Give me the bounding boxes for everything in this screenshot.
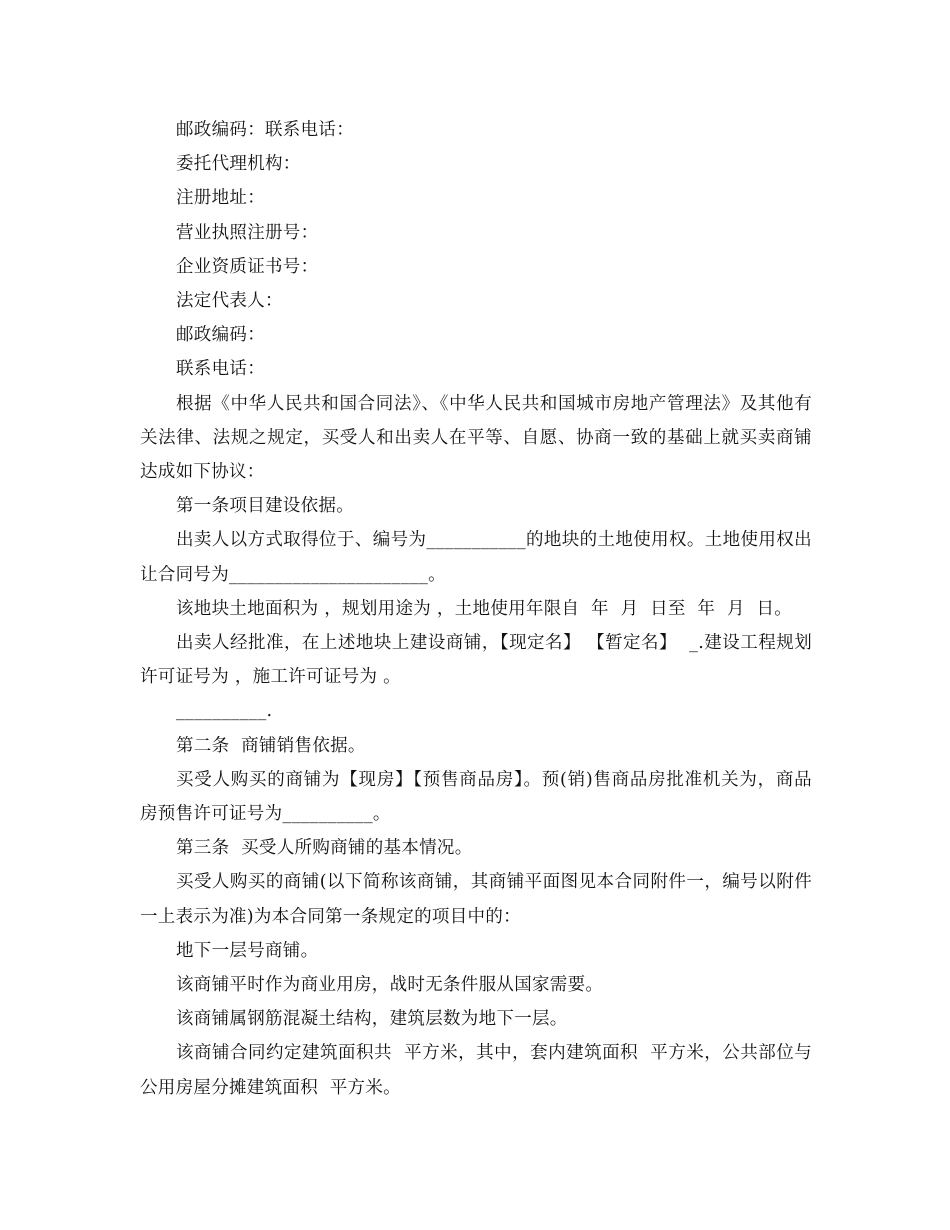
legal-rep-line: 法定代表人：	[176, 291, 283, 312]
article-3-heading: 第三条 买受人所购商铺的基本情况。	[176, 838, 473, 859]
business-license-line: 营业执照注册号：	[176, 222, 319, 243]
document-body	[140, 113, 812, 1105]
blank-line: __________.	[176, 701, 273, 722]
phone-line: 联系电话：	[176, 359, 265, 380]
article-1-heading: 第一条项目建设依据。	[176, 496, 354, 517]
article-2-heading: 第二条 商铺销售依据。	[176, 735, 366, 756]
registered-address-line: 注册地址：	[176, 188, 265, 209]
land-area-paragraph: 该地块土地面积为 ，规划用途为 ，土地使用年限自 年 月 日至 年 月 日。	[176, 598, 793, 619]
postal-code-line: 邮政编码：	[176, 325, 265, 346]
shop-structure-line: 该商铺属钢筋混凝土结构，建筑层数为地下一层。	[176, 1009, 568, 1030]
sales-basis-paragraph: 买受人购买的商铺为【现房】【预售商品房】。预(销)售商品房批准机关为，商品房预售许可证号为__________。	[140, 769, 812, 825]
shop-usage-line: 该商铺平时作为商业用房，战时无条件服从国家需要。	[176, 975, 604, 996]
shop-number-line: 地下一层号商铺。	[176, 940, 319, 961]
land-rights-paragraph: 出卖人以方式取得位于、编号为___________的地块的土地使用权。土地使用权出让合同号为______________________。	[140, 530, 812, 585]
shop-description-paragraph: 买受人购买的商铺(以下简称该商铺，其商铺平面图见本合同附件一，编号以附件一上表示为准)为本合同第一条规定的项目中的：	[140, 872, 812, 927]
shop-area-paragraph: 该商铺合同约定建筑面积共 平方米，其中，套内建筑面积 平方米，公共部位与公用房屋分摊建筑面积 平方米。	[140, 1043, 812, 1098]
postal-phone-line: 邮政编码：联系电话：	[176, 120, 354, 140]
construction-paragraph: 出卖人经批准，在上述地块上建设商铺，【现定名】 【暂定名】 _.建设工程规划许可证号为 ，施工许可证号为 。	[140, 633, 812, 688]
preamble-paragraph: 根据《中华人民共和国合同法》、《中华人民共和国城市房地产管理法》及其他有关法律、法规之规定，买受人和出卖人在平等、自愿、协商一致的基础上就买卖商铺达成如下协议：	[140, 393, 812, 483]
agency-line: 委托代理机构：	[176, 154, 301, 175]
qualification-cert-line: 企业资质证书号：	[176, 256, 319, 277]
